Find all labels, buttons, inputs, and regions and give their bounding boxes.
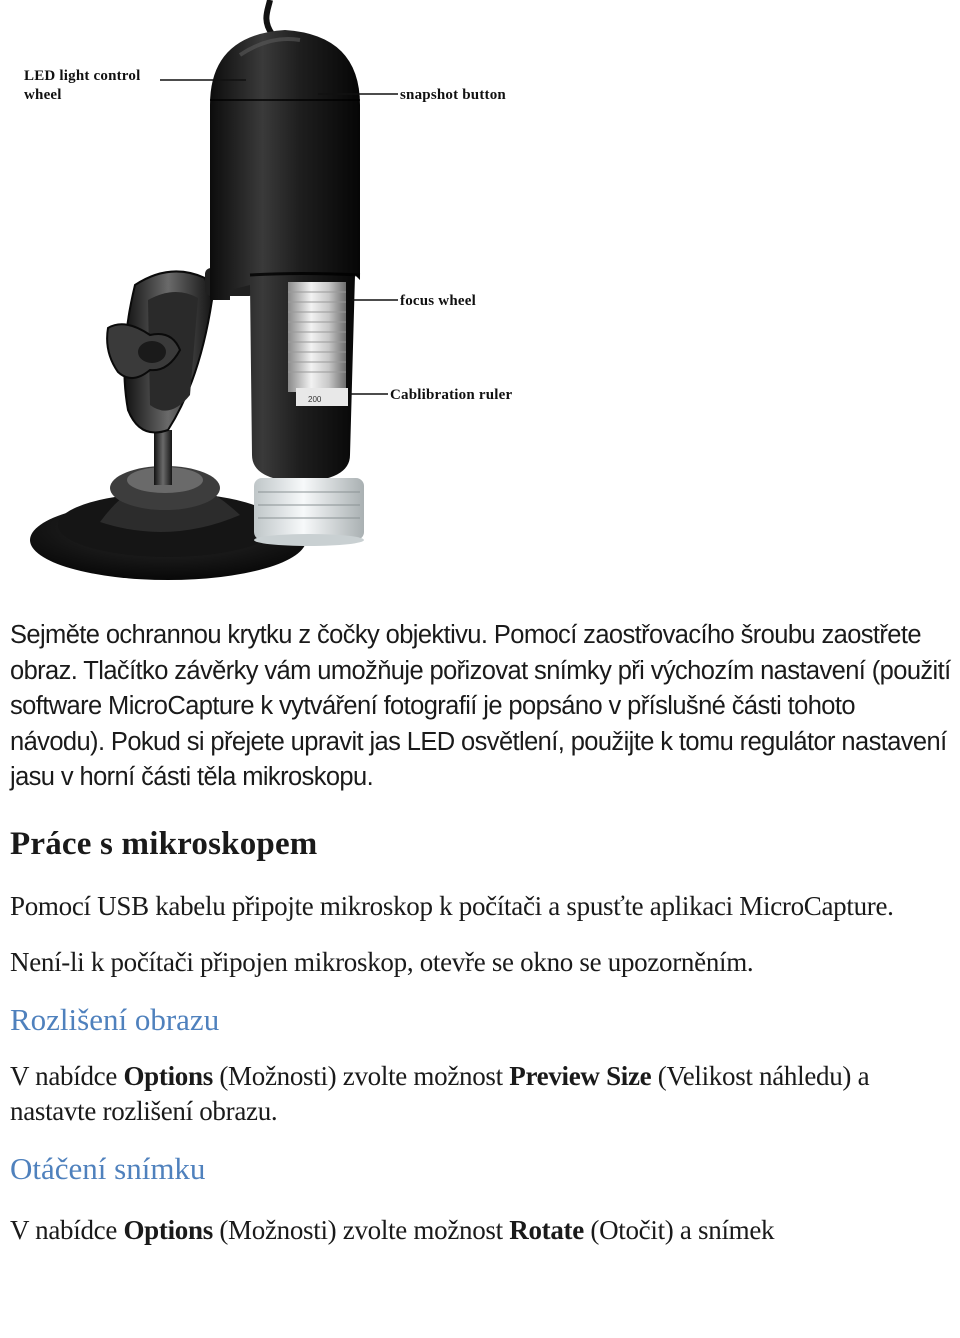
ruler-mark: 200: [308, 395, 322, 404]
resolution-text-2: (Možnosti) zvolte možnost: [212, 1060, 510, 1091]
label-led-line2: wheel: [24, 87, 62, 103]
document-body: [10, 618, 955, 1248]
label-led-line1: LED light control: [24, 68, 141, 84]
work-paragraph-1: Pomocí USB kabelu připojte mikroskop k počítači a spusťte aplikaci MicroCapture.: [10, 890, 894, 921]
section-title-resolution: Rozlišení obrazu: [10, 1001, 220, 1037]
rotate-text-1: V nabídce: [10, 1214, 124, 1245]
label-led-wheel: [24, 67, 140, 105]
rotate-text-2: (Možnosti) zvolte možnost: [212, 1214, 510, 1245]
resolution-paragraph: [10, 1059, 955, 1130]
rotate-rotate-term: Rotate: [509, 1214, 584, 1245]
microscope-figure: [0, 0, 960, 600]
resolution-preview-size-term: Preview Size: [509, 1060, 652, 1091]
rotate-text-3: (Otočit) a snímek: [583, 1214, 775, 1245]
section-title-rotate: Otáčení snímku: [10, 1150, 206, 1186]
resolution-options-term: Options: [123, 1060, 213, 1091]
rotate-paragraph: [10, 1213, 955, 1249]
section-title-work: Práce s mikroskopem: [10, 825, 318, 862]
resolution-text-1: V nabídce: [10, 1060, 124, 1091]
label-snapshot-button: snapshot button: [400, 87, 506, 103]
intro-paragraph: Sejměte ochrannou krytku z čočky objektivu. Pomocí zaostřovacího šroubu zaostřete obraz. Tlačítko závěrky vám umožňuje pořizovat snímky při výchozím nastavení (použití software MicroCapture k vytváření fotografií je popsáno v příslušné části tohoto návodu). Pokud si přejete upravit jas LED osvětlení, použijte k tomu regulátor nastavení jasu v horní části těla mikroskopu.: [10, 621, 951, 791]
label-calibration-ruler: Cablibration ruler: [390, 387, 513, 403]
rotate-options-term: Options: [123, 1214, 213, 1245]
label-focus-wheel: focus wheel: [400, 293, 476, 309]
work-paragraph-2: Není-li k počítači připojen mikroskop, otevře se okno se upozorněním.: [10, 947, 754, 977]
resolution-text-3: (Velikost náhledu) a nastavte rozlišení obrazu.: [10, 1060, 870, 1126]
